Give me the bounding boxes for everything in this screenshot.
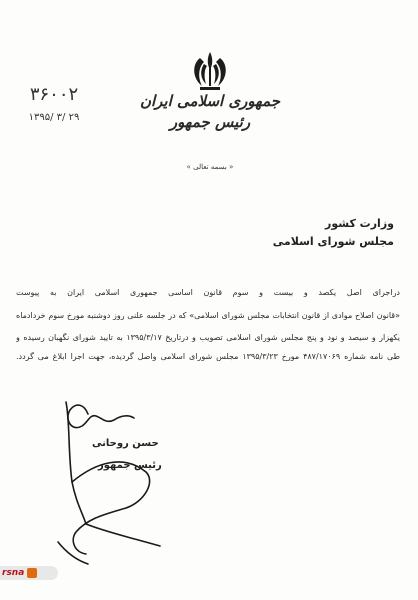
watermark-text: rsna bbox=[2, 568, 25, 578]
agency-logo-icon bbox=[27, 568, 37, 578]
body-line: دراجرای اصل یکصد و بیست و سوم قانون اساسی جمهوری اسلامی ایران به پیوست bbox=[16, 288, 400, 297]
signatory-name: حسن روحانی bbox=[92, 438, 159, 449]
letterhead-subtitle: رئیس جمهور bbox=[169, 113, 251, 131]
reference-number: ۳۶۰۰۲ bbox=[29, 84, 79, 105]
addressee-line-2: مجلس شورای اسلامی bbox=[272, 235, 394, 248]
news-agency-watermark bbox=[0, 566, 58, 580]
handwritten-signature bbox=[36, 392, 176, 572]
body-line: طی نامه شماره ۴۸۷/۱۷۰۶۹ مورخ ۱۳۹۵/۳/۲۳ مجلس شورای اسلامی واصل گردیده، جهت اجرا ابلاغ می گردد. bbox=[16, 352, 400, 361]
reference-date: ۱۳۹۵/ ۳/ ۲۹ bbox=[28, 112, 80, 123]
letterhead-invocation: « بسمه تعالی » bbox=[186, 163, 234, 171]
body-line: «قانون اصلاح موادی از قانون انتخابات مجلس شورای اسلامی» که در جلسه علنی روز دوشنبه مورخ سوم خردادماه bbox=[16, 311, 400, 320]
addressee-line-1: وزارت کشور bbox=[325, 217, 394, 230]
letterhead-title: جمهوری اسلامی ایران bbox=[139, 92, 281, 110]
iran-emblem-icon bbox=[186, 50, 234, 92]
signatory-role: رئیس جمهور bbox=[98, 460, 162, 471]
body-line: یکهزار و سیصد و نود و پنج مجلس شورای اسلامی تصویب و درتاریخ ۱۳۹۵/۳/۱۷ به تایید شورای نگهبان رسیده و bbox=[16, 333, 400, 342]
